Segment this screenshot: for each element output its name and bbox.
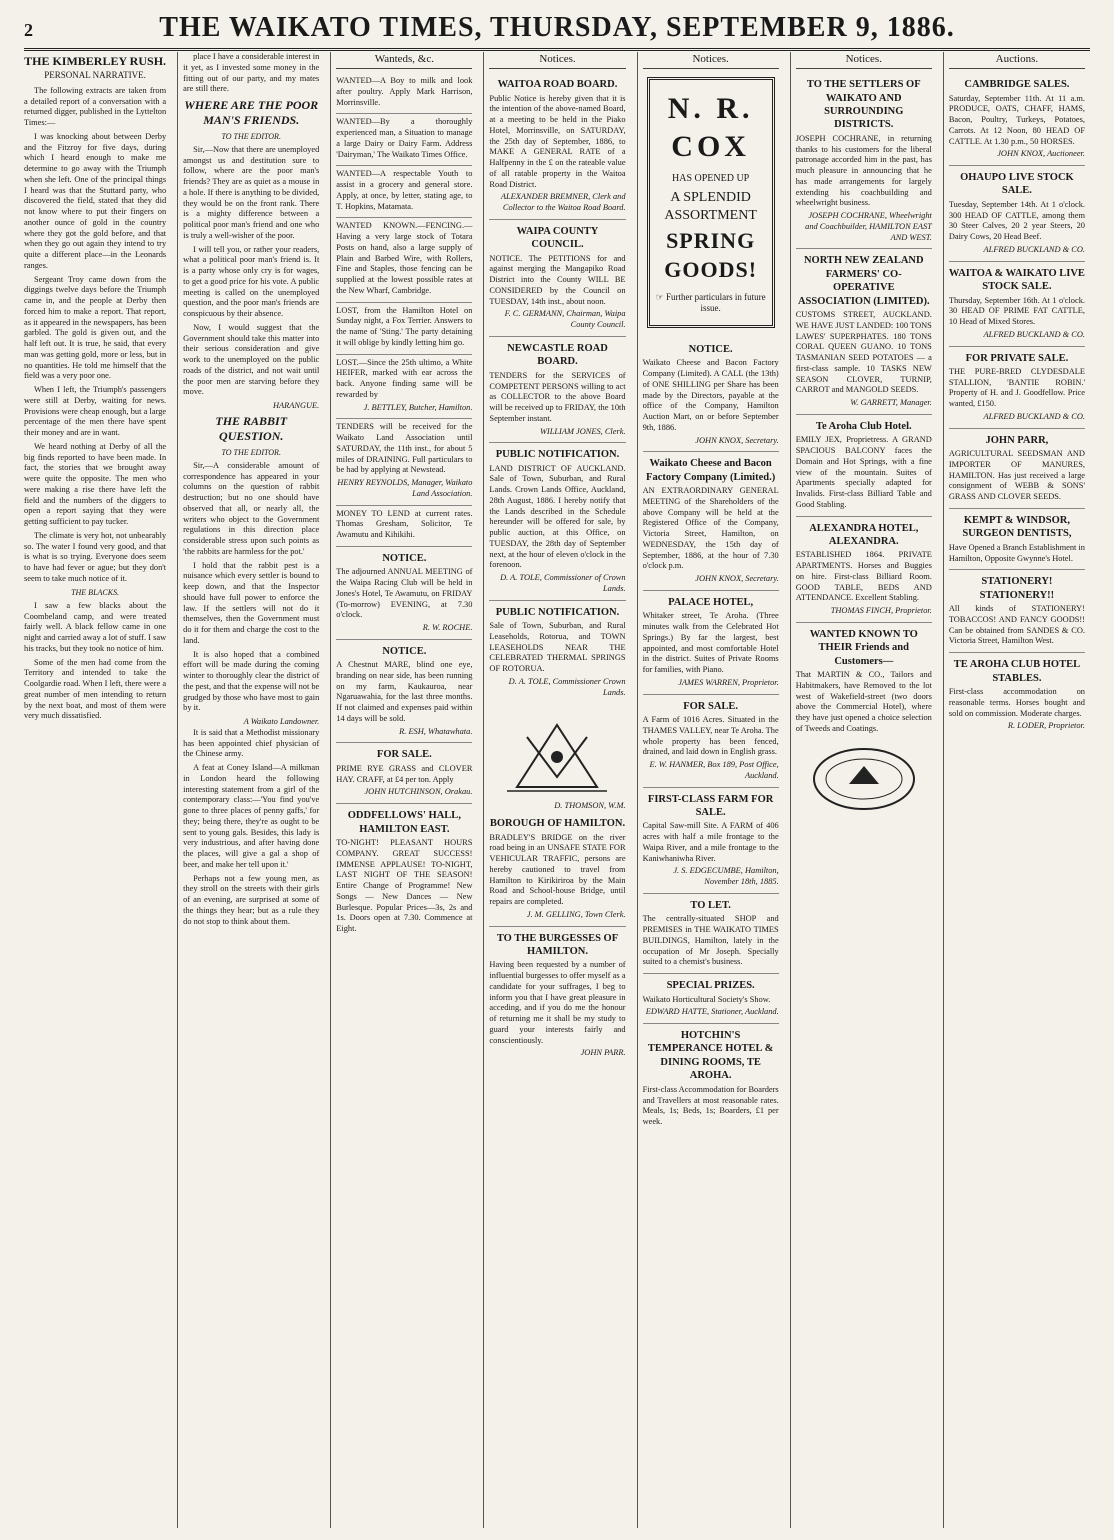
advertisement-signature: JAMES WARREN, Proprietor. <box>678 677 779 687</box>
advertisement-title: PUBLIC NOTIFICATION. <box>495 449 620 461</box>
story-subheading: THE BLACKS. <box>71 587 120 597</box>
advertisement-signature: ALEXANDER BREMNER, Clerk and Collector to the Waitoa Road Board. <box>500 192 626 213</box>
advertisement <box>643 1024 779 1133</box>
advertisement-body: All kinds of STATIONERY! TOBACCOS! AND FANCY GOODS!! Can be obtained from SANDES & CO. Victoria Street, Hamilton West. <box>948 604 1085 646</box>
advertisement-body: LOST, from the Hamilton Hotel on Sunday night, a Fox Terrier. Answers to the name of 'Sting.' The party detaining it will oblige by kindly letting him go. <box>336 305 473 347</box>
advertisement <box>489 812 625 926</box>
story-paragraph: The following extracts are taken from a detailed report of a conversation with a returned digger, published in the Lyttelton Times:— <box>24 85 167 128</box>
advertisement-body: Whitaker street, Te Aroha. (Three minutes walk from the Celebrated Hot Springs.) By far the largest, best appointed, and most comfortable Hotel in the district. Suites of Private Rooms for families, with Piano. <box>642 611 779 675</box>
advertisement-body: Capital Saw-mill Site. A FARM of 406 acres with half a mile frontage to the Waipa River, and a mile frontage to the Kaniwhaniwha River. <box>642 821 779 863</box>
column-1 <box>24 52 171 1528</box>
advertisement <box>489 220 625 337</box>
advertisement <box>489 73 625 220</box>
letter-body <box>183 145 319 398</box>
advertisement-title: TO THE SETTLERS OF WAIKATO AND SURROUNDING DISTRICTS. <box>806 79 921 131</box>
advertisement-title: HOTCHIN'S TEMPERANCE HOTEL & DINING ROOMS, TE AROHA. <box>647 1030 774 1082</box>
ad-list <box>949 73 1085 737</box>
advertisement <box>796 73 932 249</box>
section-heading: Notices. <box>489 52 625 69</box>
advertisement-title: NOTICE. <box>688 343 733 355</box>
advertisement-signature: ALFRED BUCKLAND & CO. <box>983 329 1085 339</box>
letter-salutation: TO THE EDITOR. <box>221 447 281 457</box>
advertisement-body: A Chestnut MARE, blind one eye, branding on near side, has been running on my farm, Kaukauroa, near Ngaruawahia, for the last three months. If not claimed and expenses paid within 14 days will be sold. <box>336 660 473 723</box>
letter-salutation: TO THE EDITOR. <box>221 131 281 141</box>
advertisement <box>949 347 1085 429</box>
masthead <box>24 8 1090 51</box>
letter-signature: A Waikato Landowner. <box>243 717 320 727</box>
advertisement-title: TO THE BURGESSES OF HAMILTON. <box>496 932 619 958</box>
advertisement-title: TO LET. <box>690 899 731 911</box>
advertisement <box>336 804 472 940</box>
advertisement-signature: R. LODER, Proprietor. <box>1007 721 1085 731</box>
advertisement <box>489 443 625 600</box>
advertisement-title: Te Aroha Club Hotel. <box>815 420 912 432</box>
miscellany <box>183 728 319 928</box>
story-paragraph: Sergeant Troy came down from the diggings twelve days before the Triumph came in, and the people at Derby then forced him to make a report. That report, as it appeared in the newspapers, has been garbled. The gold is given out, and the half left out. It is true, he said, that every man was getting gold, more or less, but in no quantities. He told me himself that the field was a very poor one. <box>24 274 167 381</box>
advertisement <box>643 894 779 974</box>
advertisement <box>643 591 779 695</box>
advertisement-title: KEMPT & WINDSOR, SURGEON DENTISTS, <box>962 514 1072 540</box>
advertisement-body: TENDERS will be received for the Waikato Land Association until SATURDAY, the 11th inst., for about 5 miles of DRAINING. Full particulars to be had by applying at Newstead. <box>336 422 473 475</box>
letter-paragraph: I hold that the rabbit pest is a nuisance which every settler is bound to keep down, and that the Inspector should have full power to enforce the law. If the settlers will not do it themselves, then the Government must do it for them and charge the cost to the land. <box>183 560 320 645</box>
advertisement-body: CUSTOMS STREET, AUCKLAND. WE HAVE JUST LANDED: 100 TONS LAWES' SUPERPHATES. 180 TONS CORAL QUEEN GUANO. 10 TONS TASMANIAN SEED POTATOES — a first-class sample. 10 TASKS NEW SEASON CLOVER, TURNIP, CARROT and MANGOLD SEEDS. <box>795 310 932 395</box>
column-3 <box>330 52 477 1528</box>
letter-signature: HARANGUE. <box>272 401 320 411</box>
advertisement <box>949 570 1085 653</box>
advertisement-signature: D. A. TOLE, Commissioner Crown Lands. <box>508 676 626 697</box>
advertisement-title: OHAUPO LIVE STOCK SALE. <box>960 172 1074 197</box>
advertisement-signature: JOHN KNOX, Auctioneer. <box>997 149 1085 159</box>
advertisement <box>336 506 472 547</box>
letter-paragraph: Sir,—A considerable amount of correspondence has appeared in your columns on the question of rabbit destruction; but no one should have observed that all, or nearly all, the writers who object to the Government regulations in this direction place considerable stress upon such points as 'the rabbits are harmless for the pot.' <box>183 460 320 556</box>
advertisement-title: FIRST-CLASS FARM FOR SALE. <box>647 793 774 818</box>
advertisement-body: WANTED—A respectable Youth to assist in a grocery and general store. Apply, at once, by letter, stating age, to T. Hopkins, Matamata. <box>336 169 473 211</box>
advertisement-title: WAITOA ROAD BOARD. <box>497 79 618 91</box>
advertisement-title: NEWCASTLE ROAD BOARD. <box>507 342 608 368</box>
letter-title: WHERE ARE THE POOR MAN'S FRIENDS. <box>184 98 319 128</box>
advertisement-title: BOROUGH OF HAMILTON. <box>489 818 626 830</box>
page-number: 2 <box>24 20 33 40</box>
advertisement-signature: EDWARD HATTE, Stationer, Auckland. <box>645 1007 779 1017</box>
advertisement-body: The adjourned ANNUAL MEETING of the Waipa Racing Club will be held in Jones's Hotel, Te Awamutu, on FRIDAY (To-morrow) EVENING, at 7.30 o'clock. <box>336 567 473 620</box>
advertisement-body: JOSEPH COCHRANE, in returning thanks to his customers for the liberal patronage accorded him in the past, has much pleasure in announcing that he has made arrangements for largely extending his coachbuilding and wheelwright business. <box>795 133 932 208</box>
advertisement-body: Public Notice is hereby given that it is the intention of the above-named Board, at a meeting to be held in the Piako Hotel, Morrinsville, on SATURDAY, the 25th day of September, 1886, to MAKE A GENERAL RATE of a Halfpenny in the £ on the rateable value of all ratable property in the Waitoa Road District. <box>489 93 626 189</box>
advertisement-body: BRADLEY'S BRIDGE on the river road being in an UNSAFE STATE FOR VEHICULAR TRAFFIC, persons are hereby cautioned to travel from Hamilton to Kirikiriroa by the Main Road and School-house Bridge, until repairs are completed. <box>489 832 626 907</box>
masonic-emblem-engraving <box>497 707 617 797</box>
advertisement-body: That MARTIN & CO., Tailors and Habitmakers, have Removed to the lot west of Wakefield-street (two doors above the Commercial Hotel), where they have just opened a choice selection of Tweeds and Coatings. <box>795 670 932 733</box>
advertisement-body: Tuesday, September 14th. At 1 o'clock. 300 HEAD OF CATTLE, among them 30 Steer Calves, 20 2 year Steers, 20 Dairy Cows, 20 Head Beef. <box>948 199 1085 242</box>
advertisement-signature: R. W. ROCHE. <box>422 623 473 633</box>
ad-list <box>489 812 625 1064</box>
section-heading: Auctions. <box>949 52 1085 69</box>
advertisement <box>336 114 472 166</box>
advertisement-body: PRIME RYE GRASS and CLOVER HAY. CRAFF, at £4 per ton. Apply <box>336 763 473 784</box>
advertisement <box>336 419 472 505</box>
column-6 <box>790 52 937 1528</box>
cox-line: A SPLENDID ASSORTMENT <box>664 189 757 223</box>
advertisement-signature: ALFRED BUCKLAND & CO. <box>983 411 1085 421</box>
advertisement-body: Have Opened a Branch Establishment in Hamilton, Opposite Gwynne's Hotel. <box>948 542 1085 563</box>
advertisement <box>949 429 1085 509</box>
letter-paragraph: Sir,—Now that there are unemployed amongst us and destitution sure to follow, where are the poor man's friends? They are as quiet as a mouse in a hole. If there is anything to be divided, they would be on the front rank. There is a mighty difference between a political poor man's friend and one who is truly a well-wisher of the poor. <box>183 144 320 240</box>
ad-list <box>336 73 472 940</box>
advertisement <box>336 303 472 355</box>
advertisement <box>336 73 472 114</box>
letter-paragraph: I will tell you, or rather your readers, what a political poor man's friend is. It is a party whose only cry is for wages, to get a good price for his vote. A public meeting is called on the unemployed question, and the poor man's friends are conspicuous by their absence. <box>183 244 320 319</box>
story-paragraph: I was knocking about between Derby and the Fitzroy for five days, during which I heard enough to make me determine to go away with the Triumph when she left. One of the principal things I heard was that the Stuttard party, who discovered the field, stated that they did not know where to put their fingers on another ounce of gold in the country where they got the gold before, and that when they go out again they intend to try quite a different place—in the Leonards ranges. <box>24 131 167 270</box>
advertisement <box>336 218 472 302</box>
advertisement-body: WANTED KNOWN.—FENCING.—Having a very large stock of Totara Posts on hand, also a large supply of Plain and Barbed Wire, with Rollers, Fine and Staples, those fencing can be supplied at the lowest possible rates at the New Wharf, Cambridge. <box>336 221 473 295</box>
advertisement-signature: W. GARRETT, Manager. <box>850 398 932 408</box>
advertisement-body: LOST.—Since the 25th ultimo, a White HEIFER, marked with ear across the back. Anyone finding same will be rewarded by <box>336 357 473 399</box>
advertisement-body: Sale of Town, Suburban, and Rural Leaseholds, Rotorua, and TOWN LEASEHOLDS NEAR THE CELEBRATED THERMAL SPRINGS OF ROTORUA. <box>489 621 626 674</box>
advertisement <box>336 166 472 218</box>
advertisement-signature: F. C. GERMANN, Chairman, Waipa County Council. <box>504 309 626 330</box>
advertisement-title: NORTH NEW ZEALAND FARMERS' CO-OPERATIVE ASSOCIATION (LIMITED). <box>797 255 930 307</box>
story-paragraph: I saw a few blacks about the Coombeland camp, and were treated fairly well. A black fellow came in one night and carried away a lot of stuff. I saw his tracks, but they took no notice of him. <box>24 600 167 653</box>
advertisement <box>336 355 472 420</box>
cox-note-text: Further particulars in future issue. <box>665 291 766 314</box>
advertisement <box>796 517 932 623</box>
letter-body <box>183 461 319 714</box>
advertisement <box>489 927 625 1065</box>
advertisement <box>949 166 1085 262</box>
advertisement-title: NOTICE. <box>382 552 427 564</box>
advertisement-body: Having been requested by a number of influential burgesses to offer myself as a candidate for your suffrages, I beg to inform you that I have great pleasure in acceding, and if you do me the honour of returning me it shall be my study to guard your interests fairly and conscientiously. <box>489 960 626 1045</box>
advertisement-body: MONEY TO LEND at current rates. Thomas Gresham, Solicitor, Te Awamutu and Kihikihi. <box>336 508 473 540</box>
advertisement-signature: WILLIAM JONES, Clerk. <box>539 426 626 436</box>
story-continuation <box>183 52 319 95</box>
advertisement <box>796 249 932 415</box>
column-2 <box>177 52 324 1528</box>
advertisement-body: First-class Accommodation for Boarders and Travellers at most reasonable rates. Meals, 1s; Beds, 1s; Boarders, £1 per week. <box>642 1084 779 1126</box>
advertisement-title: WANTED KNOWN TO THEIR Friends and Customers— <box>809 628 918 667</box>
advertisement <box>336 547 472 640</box>
advertisement-title: PUBLIC NOTIFICATION. <box>495 606 620 618</box>
story-paragraph: place I have a considerable interest in it yet, as I invested some money in the fitting out of our party, and my mates are still there. <box>183 52 320 94</box>
advertisement-signature: THOMAS FINCH, Proprietor. <box>830 606 932 616</box>
cox-advertisement <box>647 77 775 328</box>
cox-headline: SPRING GOODS! <box>664 228 758 282</box>
advertisement-body: WANTED—A Boy to milk and look after poultry. Apply Mark Harrison, Morrinsville. <box>336 76 473 107</box>
advertisement-body: ESTABLISHED 1864. PRIVATE APARTMENTS. Horses and Buggies on hire. First-class Billiard Room. GOOD TABLE, BEDS AND ATTENDANCE. Excellent Stabling. <box>795 550 932 603</box>
engraving-caption: D. THOMSON, W.M. <box>554 801 626 811</box>
advertisement <box>949 509 1085 570</box>
story-body <box>24 86 166 722</box>
advertisement-body: TENDERS for the SERVICES of COMPETENT PERSONS willing to act as COLLECTOR to the above Board will be received up to FRIDAY, the 10th September instant. <box>489 370 626 423</box>
advertisement-body: NOTICE. The PETITIONS for and against merging the Mangapiko Road District into the County WILL BE CONSIDERED by the Council on TUESDAY, 14th inst., about noon. <box>489 253 626 306</box>
advertisement-body: A Farm of 1016 Acres. Situated in the THAMES VALLEY, near Te Aroha. The whole property has been fenced, drained, and laid down in English grass. <box>642 715 779 757</box>
advertisement-signature: J. S. EDGECUMBE, Hamilton, November 18th, 1885. <box>673 866 779 887</box>
advertisement-signature: JOHN HUTCHINSON, Orakau. <box>364 787 473 797</box>
advertisement-body: THE PURE-BRED CLYDESDALE STALLION, 'BANTIE ROBIN.' Property of H. and J. Goodfellow. Price wanted, £150. <box>948 366 1085 409</box>
miscellany-paragraph: Perhaps not a few young men, as they stroll on the streets with their girls of an evening, are surprised at some of the things they hear; but as a rule they do not stop to think about them. <box>183 873 320 926</box>
advertisement-signature: HENRY REYNOLDS, Manager, Waikato Land Association. <box>337 478 473 498</box>
column-4 <box>483 52 630 1528</box>
advertisement <box>643 788 779 894</box>
advertisement-body: First-class accommodation on reasonable terms. Horses bought and sold on commission. Moderate charges. <box>948 687 1085 718</box>
cox-name: N. R. COX <box>667 92 754 164</box>
advertisement-body: AN EXTRAORDINARY GENERAL MEETING of the Shareholders of the above Company will be held at the Registered Office of the Company, Victoria Street, Hamilton, on WEDNESDAY, the 15th day of September, 1886, at the hour of 7.30 o'clock p.m. <box>642 486 779 571</box>
advertisement-signature: J. M. GELLING, Town Clerk. <box>526 909 626 919</box>
advertisement <box>643 452 779 591</box>
advertisement-body: Saturday, September 11th. At 11 a.m. PRODUCE, OATS, CHAFF, HAMS, Bacon, Poultry, Turkeys, Potatoes, Carrots. At 12 Noon, 80 HEAD OF CATTLE. At 1.30 p.m., 50 HORSES. <box>948 93 1085 146</box>
section-heading: Wanteds, &c. <box>336 52 472 69</box>
ad-list <box>643 338 779 1133</box>
advertisement <box>489 601 625 704</box>
ad-list <box>796 73 932 740</box>
advertisement-title: NOTICE. <box>382 645 427 657</box>
story-subtitle: PERSONAL NARRATIVE. <box>44 70 146 81</box>
advertisement <box>796 415 932 517</box>
advertisement <box>796 623 932 740</box>
advertisement-title: PALACE HOTEL, <box>668 596 754 608</box>
advertisement <box>336 743 472 804</box>
advertisement-title: TE AROHA CLUB HOTEL STABLES. <box>953 659 1081 684</box>
cox-note <box>654 292 768 315</box>
advertisement <box>949 653 1085 737</box>
advertisement <box>643 974 779 1024</box>
advertisement-title: STATIONERY! STATIONERY!! <box>979 576 1055 601</box>
advertisement-body: TO-NIGHT! PLEASANT HOURS COMPANY. GREAT SUCCESS! IMMENSE APPLAUSE! TO-NIGHT, LAST NIGHT OF THE SEASON! Entire Change of Programme! New Songs — New Dances — New Burlesque. Popular Prices—3s, 2s and 1s. Doors open at 7.30. Commence at Eight. <box>336 838 473 934</box>
advertisement-signature: JOHN KNOX, Secretary. <box>695 574 779 584</box>
advertisement <box>949 73 1085 166</box>
story-paragraph: Some of the men had come from the Territory and intended to take the Coolgardie road. When I left, there were a great number of men intending to return by the next boat, and most of them were very much dissatisfied. <box>24 657 167 721</box>
advertisement-signature: R. ESH, Whatawhata. <box>399 726 473 736</box>
story-title: THE KIMBERLEY RUSH. <box>24 54 167 68</box>
advertisement-body: Waikato Horticultural Society's Show. <box>642 994 771 1004</box>
section-heading: Notices. <box>796 52 932 69</box>
advertisement-title: JOHN PARR, <box>985 434 1049 446</box>
newspaper-title: THE WAIKATO TIMES, THURSDAY, SEPTEMBER 9, 1886. <box>159 12 955 43</box>
advertisement-title: FOR SALE. <box>683 700 739 712</box>
cox-line: HAS OPENED UP <box>672 172 750 184</box>
letter-title: THE RABBIT QUESTION. <box>215 413 288 444</box>
advertisement-body: Thursday, September 16th. At 1 o'clock. 30 HEAD OF PRIME FAT CATTLE, 10 Head of Mixed Stores. <box>948 295 1085 327</box>
miscellany-paragraph: A feat at Coney Island—A milkman in London heard the following interesting statement from a girl of the contemporary class:—'You find you've gone to three places of penny gaffs,' for they; being there, they're as ought to be sent to young gals. Besides, this lady is very industrious, and after having done the places, will give a gal a shop of beer, and make her tell upon it.' <box>183 763 320 869</box>
advertisement-signature: JOHN KNOX, Secretary. <box>695 435 779 445</box>
advertisement-body: Waikato Cheese and Bacon Factory Company (Limited). A CALL (the 13th) of ONE SHILLING per Share has been made by the Directors, payable at the office of the Company, Hamilton Auction Mart, on or before September 9th, 1886. <box>642 358 779 432</box>
advertisement-title: ODDFELLOWS' HALL, HAMILTON EAST. <box>347 810 461 835</box>
story-paragraph: When I left, the Triumph's passengers were still at Derby, waiting for news. Provisions were cheap enough, but a large percentage of the men there have spent their money and are in want. <box>24 385 167 438</box>
story-paragraph: The climate is very hot, not unbearably so. The water I found very good, and that is what is so trying. Everyone does seem to have had fever or ague; but they don't seem to take much notice of it. <box>24 530 167 583</box>
advertisement <box>489 337 625 443</box>
advertisement-title: ALEXANDRA HOTEL, ALEXANDRA. <box>809 522 919 547</box>
columns <box>24 52 1090 1528</box>
advertisement <box>336 640 472 744</box>
advertisement-body: WANTED—By a thoroughly experienced man, a Situation to manage a large Dairy or Dairy Farm. Address 'Dairyman,' The Waikato Times Office. <box>336 117 473 159</box>
letter-paragraph: It is also hoped that a combined effort will be made during the coming winter to thoroughly clear the district of the pest, and that the expense will not be grudged by those who have most to gain by it. <box>183 649 320 713</box>
letter-paragraph: Now, I would suggest that the Government should take this matter into their serious consideration and give work to the unemployed on the public roads of the district, and not wait until the poor men are starving before they move. <box>183 322 320 397</box>
advertisement-title: Waikato Cheese and Bacon Factory Company (Limited.) <box>646 458 776 483</box>
advertisement-title: WAIPA COUNTY COUNCIL. <box>516 225 599 251</box>
advertisement-title: CAMBRIDGE SALES. <box>964 79 1070 91</box>
advertisement-signature: J. BETTLEY, Butcher, Hamilton. <box>363 402 473 412</box>
miscellany-paragraph: It is said that a Methodist missionary has been appointed chief physician of the Chinese army. <box>183 727 320 759</box>
advertisement-signature: JOHN PARR. <box>580 1048 626 1058</box>
advertisement-body: LAND DISTRICT OF AUCKLAND. Sale of Town, Suburban, and Rural Lands. Crown Lands Office, Auckland, 28th August, 1886. I hereby notify that the Lands described in the Schedule hereunder will be offered for sale, by public auction, at this Office, on TUESDAY, the 28th day of September next, at the hour of eleven o'clock in the forenoon. <box>489 463 626 570</box>
advertisement-title: FOR SALE. <box>376 749 432 761</box>
association-seal-engraving <box>809 744 919 814</box>
column-7 <box>943 52 1090 1528</box>
pointing-hand-icon: ☞ <box>655 291 666 302</box>
advertisement-title: FOR PRIVATE SALE. <box>965 352 1069 364</box>
advertisement <box>949 262 1085 347</box>
advertisement-signature: JOSEPH COCHRANE, Wheelwright and Coachbuilder, HAMILTON EAST AND WEST. <box>805 211 932 242</box>
story-paragraph: We heard nothing at Derby of all the big finds reported to have been made. In fact, the stories that we brought away were quite the opposite. The men who were making a rise there have left the field and the numbers of the diggers to open a report saying that they were getting sufficient to pay tucker. <box>24 441 167 527</box>
section-heading: Notices. <box>643 52 779 69</box>
advertisement-signature: E. W. HANMER, Box 189, Post Office, Auckland. <box>649 760 779 780</box>
advertisement-body: AGRICULTURAL SEEDSMAN AND IMPORTER OF MANURES, HAMILTON. Has just received a large consignment of WEBB & SONS' GRASS AND CLOVER SEEDS. <box>948 449 1085 502</box>
advertisement-title: SPECIAL PRIZES. <box>666 980 755 992</box>
column-5 <box>637 52 784 1528</box>
advertisement <box>643 695 779 788</box>
advertisement-title: WAITOA & WAIKATO LIVE STOCK SALE. <box>948 267 1085 293</box>
advertisement <box>643 338 779 452</box>
ad-list <box>489 73 625 703</box>
advertisement-body: EMILY JEX, Proprietress. A GRAND SPACIOUS BALCONY faces the Domain and Hot Springs, with a fine view of the mountain. Suites of Apartments specially adapted for Invalids. First-class Billiard Table and Good Stabling. <box>795 435 932 509</box>
advertisement-body: The centrally-situated SHOP and PREMISES in THE WAIKATO TIMES BUILDINGS, Hamilton, lately in the occupation of Mr Joseph. Specially suited to a chemist's business. <box>642 914 779 967</box>
advertisement-signature: ALFRED BUCKLAND & CO. <box>983 244 1085 254</box>
advertisement-signature: D. A. TOLE, Commissioner of Crown Lands. <box>500 573 626 593</box>
